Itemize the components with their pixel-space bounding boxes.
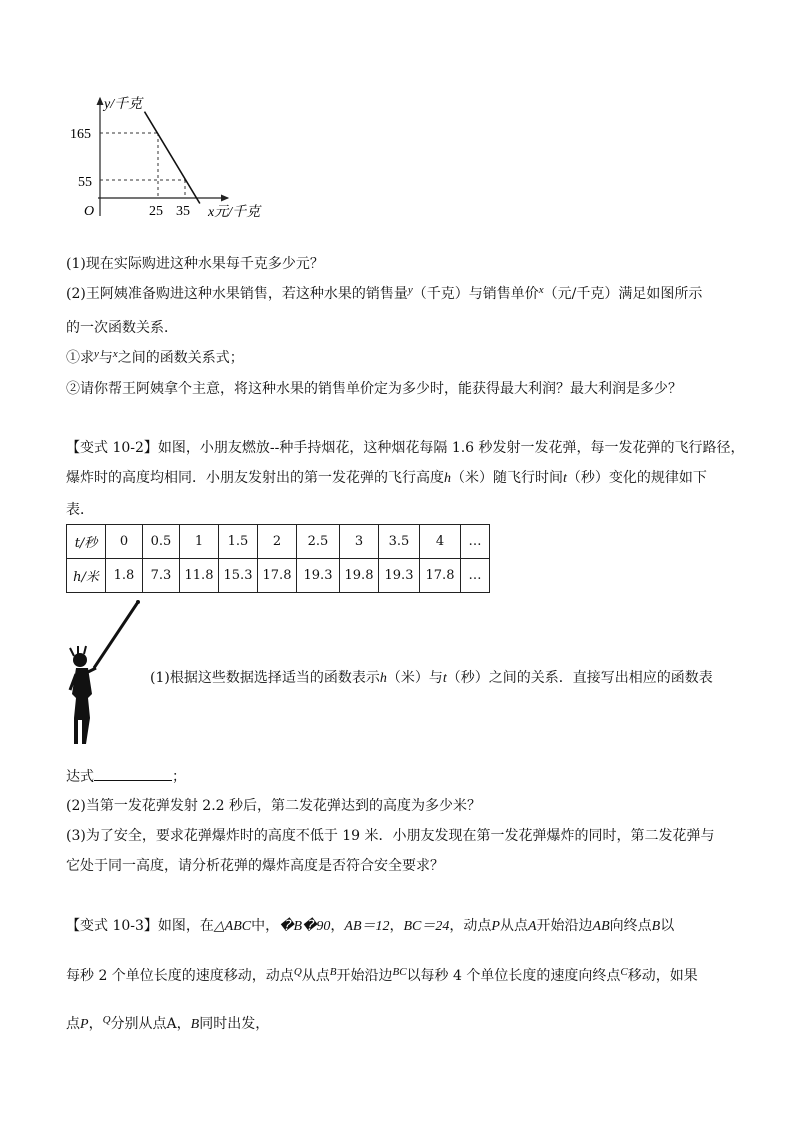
table-cell: 1.8: [106, 559, 143, 593]
y-axis-label: y/千克: [104, 97, 143, 112]
variant-10-2-line2: 爆炸时的高度均相同．小朋友发射出的第一发花弹的飞行高度h（米）随飞行时间t（秒）变化的规律如下: [66, 470, 707, 486]
variant-10-2-title: 【变式 10-2】: [66, 440, 158, 456]
x-tick-25: 25: [149, 204, 163, 219]
table-cell: 4: [420, 525, 461, 559]
table-cell: 1.5: [219, 525, 258, 559]
answer-blank[interactable]: [94, 766, 172, 781]
variant-10-2-part3-cont: 它处于同一高度，请分析花弹的爆炸高度是否符合安全要求？: [66, 858, 444, 874]
table-cell: …: [461, 559, 490, 593]
data-table: [66, 524, 490, 593]
row-label-h: h/米: [67, 559, 106, 593]
x-tick-35: 35: [176, 204, 190, 219]
variant-10-3-line3: 点P，$^Q$分别从点A，B同时出发，: [66, 1014, 270, 1032]
variant-10-2-line1: 【变式 10-2】如图，小朋友燃放--种手持烟花，这种烟花每隔 1.6 秒发射一发花弹，每一发花弹的飞行路径，: [66, 440, 745, 456]
row-label-t: t/秒: [67, 525, 106, 559]
table-cell: 17.8: [420, 559, 461, 593]
y-tick-165: 165: [70, 127, 91, 142]
table-cell: 2: [258, 525, 297, 559]
variant-10-3-title: 【变式 10-3】: [66, 918, 158, 934]
variant-10-3-line1: 【变式 10-3】如图，在△ABC中，�B�90，AB＝12，BC＝24，动点P从点A开始沿边AB向终点B以: [66, 918, 675, 934]
question-2-line2: 的一次函数关系．: [66, 320, 178, 336]
variant-10-2-part1-cont: 达式 ；: [66, 766, 186, 787]
child-firework-illustration: [64, 598, 146, 750]
variant-10-2-line3: 表．: [66, 502, 94, 518]
table-cell: 0: [106, 525, 143, 559]
table-cell: …: [461, 525, 490, 559]
table-cell: 1: [180, 525, 219, 559]
table-row: [67, 525, 490, 559]
question-1: (1)现在实际购进这种水果每千克多少元？: [66, 256, 324, 272]
variant-10-2-part3: (3)为了安全，要求花弹爆炸时的高度不低于 19 米．小朋友发现在第一发花弹爆炸的同时，第二发花弹与: [66, 828, 715, 844]
table-cell: 11.8: [180, 559, 219, 593]
table-cell: 2.5: [297, 525, 340, 559]
y-tick-55: 55: [78, 175, 92, 190]
variant-10-2-part2: (2)当第一发花弹发射 2.2 秒后，第二发花弹达到的高度为多少米？: [66, 798, 481, 814]
x-axis-label: x元/千克: [208, 205, 261, 220]
table-cell: 19.3: [379, 559, 420, 593]
table-cell: 17.8: [258, 559, 297, 593]
variant-10-3-line2: 每秒 2 个单位长度的速度移动，动点$^Q$从点$^B$开始沿边$^{BC}$以每秒 4 个单位长度的速度向终点$^C$移动，如果: [66, 966, 698, 984]
question-2a: ①求$^y$与$^x$之间的函数关系式；: [66, 348, 244, 366]
table-cell: 0.5: [143, 525, 180, 559]
table-cell: 15.3: [219, 559, 258, 593]
origin-label: O: [84, 204, 95, 219]
table-cell: 3: [340, 525, 379, 559]
table-cell: 19.3: [297, 559, 340, 593]
variant-10-2-part1: (1)根据这些数据选择适当的函数表示h（米）与t（秒）之间的关系．直接写出相应的函数表: [150, 670, 713, 686]
table-row: [67, 559, 490, 593]
function-graph: [70, 88, 290, 233]
table-cell: 7.3: [143, 559, 180, 593]
function-line: [145, 112, 200, 204]
question-2b: ②请你帮王阿姨拿个主意，将这种水果的销售单价定为多少时，能获得最大利润？最大利润是多少？: [66, 381, 682, 397]
table-cell: 3.5: [379, 525, 420, 559]
question-2: (2)王阿姨准备购进这种水果销售，若这种水果的销售量$^y$（千克）与销售单价$^x$（元/千克）满足如图所示: [66, 284, 703, 302]
table-cell: 19.8: [340, 559, 379, 593]
